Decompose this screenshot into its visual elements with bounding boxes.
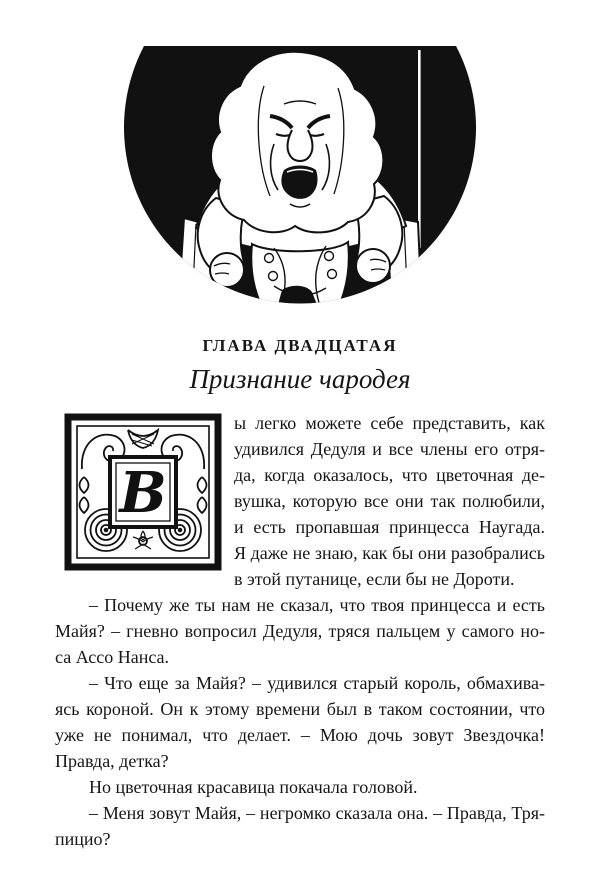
paragraph: [55, 774, 545, 800]
paragraph: [55, 670, 545, 774]
dropcap-letter: В: [119, 460, 167, 526]
text-line: уже не понимал, что делает. – Мою дочь зовут Звездочка!: [55, 725, 545, 745]
paragraph: [55, 800, 545, 852]
background-line: [418, 50, 421, 248]
dropcap-ornament: [64, 413, 222, 571]
paragraph: [55, 592, 545, 670]
text-line: – Меня зовут Майя, – негромко сказала она. – Правда, Тря-: [89, 803, 545, 823]
text-line: Правда, детка?: [55, 751, 169, 771]
text-line: пицио?: [55, 829, 111, 849]
text-line: Майя? – гневно вопросил Дедуля, тряся пальцем у самого но-: [55, 621, 545, 641]
text-line: в этой путанице, если бы не Дороти.: [234, 569, 515, 589]
text-line: и есть пропавшая принцесса Наугада.: [234, 517, 545, 537]
chapter-heading: ГЛАВА ДВАДЦАТАЯ: [202, 336, 398, 355]
text-line: – Что еще за Майя? – удивился старый король, обмахива-: [89, 673, 545, 693]
chapter-title: Признание чародея: [189, 364, 411, 394]
fist-left: [210, 253, 244, 287]
text-line: ясь короной. Он к этому времени был в таком состоянии, что: [55, 699, 545, 719]
fist-right: [356, 249, 390, 283]
dropcap-svg: [64, 413, 222, 571]
body-text: [55, 410, 545, 852]
nose: [288, 130, 313, 161]
text-line: – Почему же ты нам не сказал, что твоя принцесса и есть: [89, 595, 545, 615]
text-line: ы легко можете себе представить, как: [234, 413, 545, 433]
text-line: да, когда оказалось, что цветочная де-: [234, 465, 545, 485]
text-line: Я даже не знаю, как бы они разобрались: [234, 543, 545, 563]
text-line: са Ассо Нанса.: [55, 647, 170, 667]
paragraph: [55, 410, 545, 592]
chapter-illustration: [124, 46, 476, 308]
text-line: Но цветочная красавица покачала головой.: [89, 777, 418, 797]
text-line: вушка, которую все они так полюбили,: [234, 491, 545, 511]
text-line: удивился Дедуля и все члены его отря-: [234, 439, 545, 459]
illustration-svg: [124, 46, 476, 308]
